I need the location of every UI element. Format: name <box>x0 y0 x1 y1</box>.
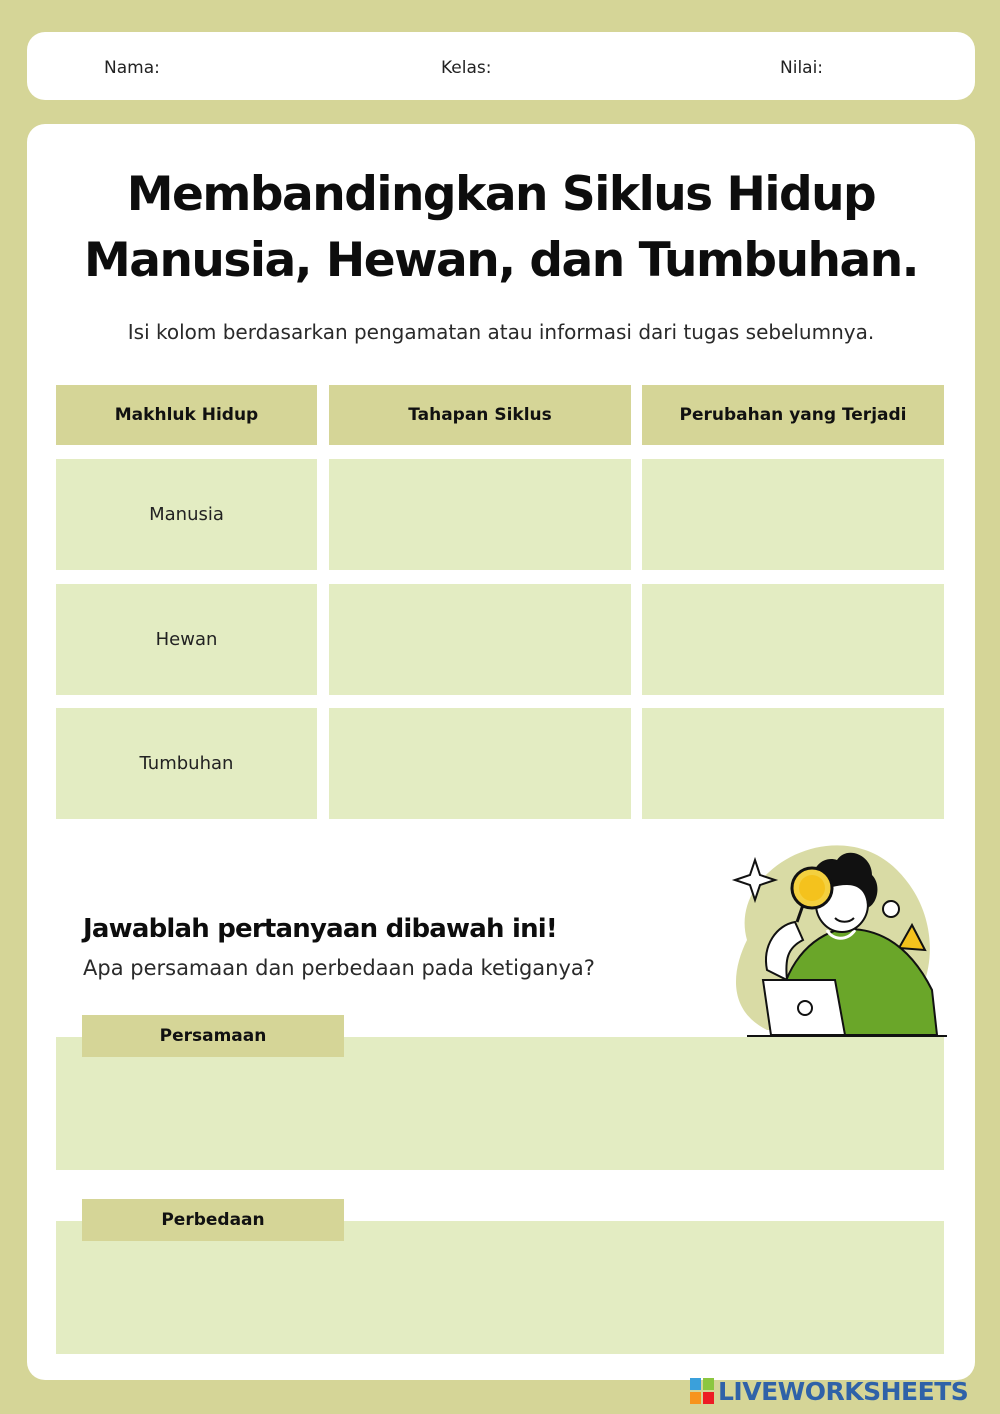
question-title: Jawablah pertanyaan dibawah ini! <box>83 914 557 944</box>
class-label: Kelas: <box>441 58 492 78</box>
title-line-1: Membandingkan Siklus Hidup <box>126 167 876 222</box>
row-label-human: Manusia <box>56 459 317 570</box>
logo-text: LIVEWORKSHEETS <box>718 1376 969 1406</box>
header-cycle-stages: Tahapan Siklus <box>329 385 631 445</box>
question-subtitle: Apa persamaan dan perbedaan pada ketiganya? <box>83 956 595 980</box>
score-label: Nilai: <box>780 58 824 78</box>
answer-cell-human-changes[interactable] <box>642 459 944 570</box>
answer-cell-human-stages[interactable] <box>329 459 631 570</box>
header-changes: Perubahan yang Terjadi <box>642 385 944 445</box>
answer-cell-animal-stages[interactable] <box>329 584 631 695</box>
row-label-plant: Tumbuhan <box>56 708 317 819</box>
similarities-label: Persamaan <box>82 1015 344 1057</box>
worksheet-title <box>27 162 975 294</box>
row-label-animal: Hewan <box>56 584 317 695</box>
worksheet-card <box>27 124 975 1380</box>
answer-cell-plant-changes[interactable] <box>642 708 944 819</box>
differences-label: Perbedaan <box>82 1199 344 1241</box>
liveworksheets-logo <box>690 1376 968 1406</box>
person-magnifying-glass-illustration <box>707 830 947 1040</box>
student-info-bar <box>27 32 975 100</box>
liveworksheets-logo-icon <box>690 1378 714 1404</box>
title-line-2: Manusia, Hewan, dan Tumbuhan. <box>83 233 919 288</box>
answer-cell-plant-stages[interactable] <box>329 708 631 819</box>
instruction-text: Isi kolom berdasarkan pengamatan atau informasi dari tugas sebelumnya. <box>127 320 875 344</box>
header-living-thing: Makhluk Hidup <box>56 385 317 445</box>
answer-cell-animal-changes[interactable] <box>642 584 944 695</box>
name-label: Nama: <box>104 58 160 78</box>
